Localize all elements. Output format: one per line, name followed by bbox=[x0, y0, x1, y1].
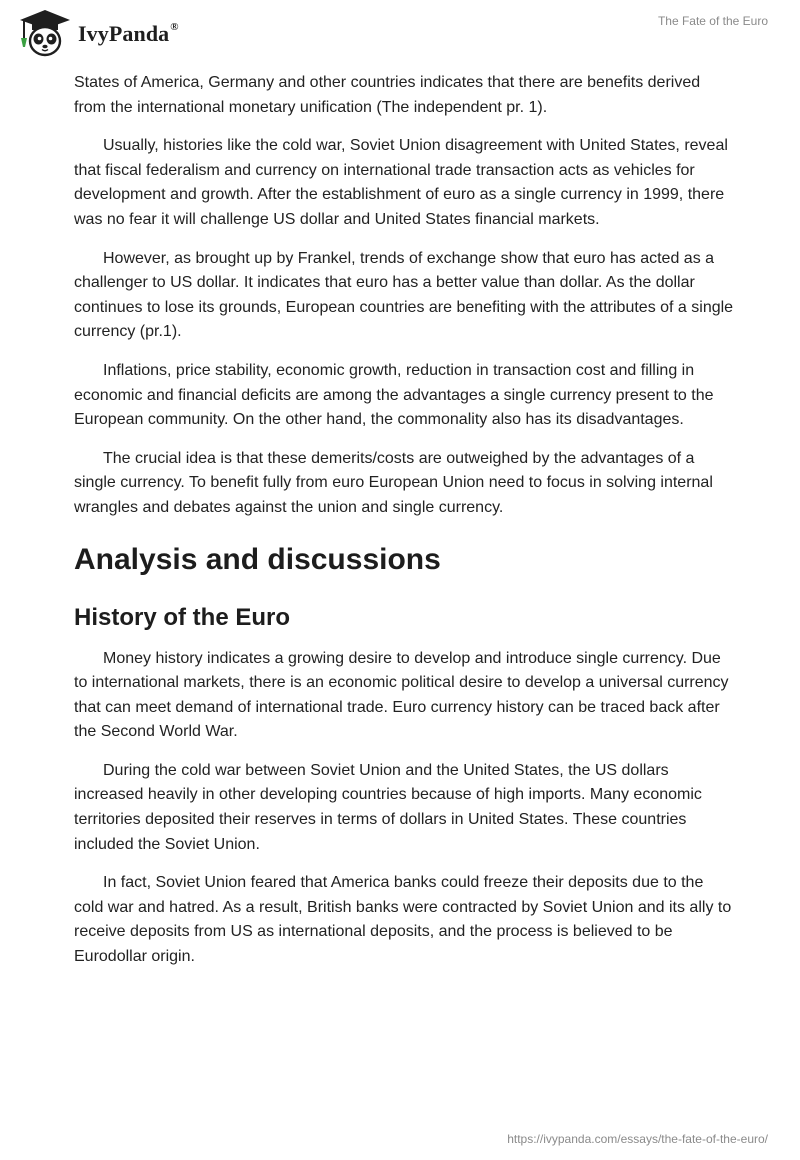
brand-name: IvyPanda® bbox=[78, 21, 179, 46]
paragraph: States of America, Germany and other countries indicates that there are benefits derived from the international monetary unification (The independent pr. 1). bbox=[74, 74, 701, 116]
paragraph: The crucial idea is that these demerits/costs are outweighed by the advantages of a single currency. To benefit fully from euro European Union need to focus in solving internal wrangles and debates against the union and single currency. bbox=[74, 449, 713, 516]
essay-body bbox=[74, 71, 734, 984]
ivypanda-logo[interactable] bbox=[16, 8, 179, 58]
document-title: The Fate of the Euro bbox=[657, 14, 768, 28]
paragraph: Inflations, price stability, economic growth, reduction in transaction cost and filling in economic and financial deficits are among the advantages a single currency present to the European community. On the other hand, the commonality also has its disadvantages. bbox=[74, 361, 714, 429]
subsection-heading: History of the Euro bbox=[74, 603, 291, 631]
page-header bbox=[0, 0, 800, 64]
paragraph: During the cold war between Soviet Union and the United States, the US dollars increased heavily in other developing countries because of high imports. Many economic territories deposited their reserves in terms of dollars in United States. These countries included the Soviet Union. bbox=[74, 761, 702, 853]
source-url[interactable]: https://ivypanda.com/essays/the-fate-of-the-euro/ bbox=[507, 1132, 768, 1146]
panda-graduate-icon bbox=[16, 8, 74, 58]
section-heading: Analysis and discussions bbox=[74, 542, 441, 576]
paragraph: However, as brought up by Frankel, trends of exchange show that euro has acted as a challenger to US dollar. It indicates that euro has a better value than dollar. As the dollar continues to lose its grounds, European countries are benefiting with the attributes of a single currency (pr.1). bbox=[74, 249, 734, 341]
paragraph: Money history indicates a growing desire to develop and introduce single currency. Due to international markets, there is an economic political desire to develop a universal currency that can meet demand of international trade. Euro currency history can be traced back after the Second World War. bbox=[74, 649, 729, 741]
paragraph: In fact, Soviet Union feared that America banks could freeze their deposits due to the cold war and hatred. As a result, British banks were contracted by Soviet Union and its ally to receive deposits from US as international deposits, and the process is believed to be Eurodollar origin. bbox=[74, 874, 732, 966]
paragraph: Usually, histories like the cold war, Soviet Union disagreement with United States, reveal that fiscal federalism and currency on international trade transaction acts as vehicles for development and growth. After the establishment of euro as a single currency in 1999, there was no fear it will challenge US dollar and United States financial markets. bbox=[74, 137, 728, 228]
